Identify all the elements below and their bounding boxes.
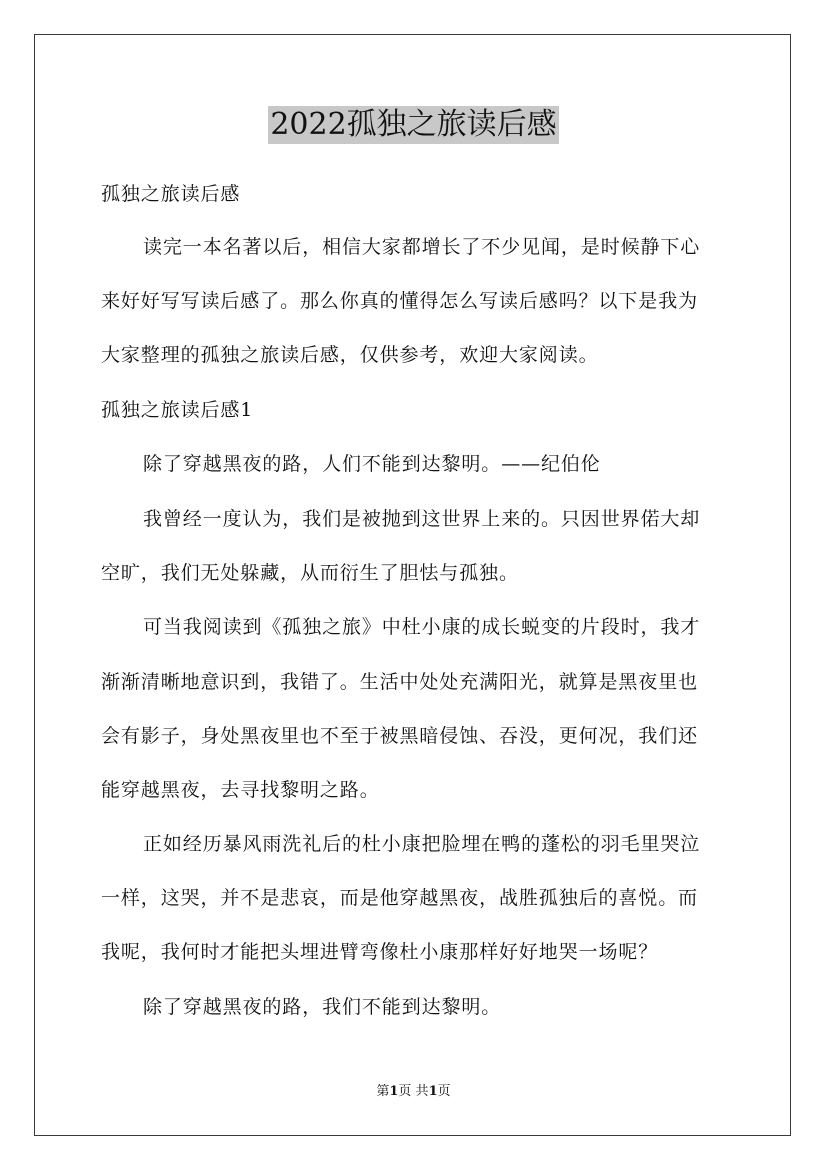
footer-page-prefix: 第 — [376, 1084, 390, 1099]
paragraph-line: 来好好写写读后感了。那么你真的懂得怎么写读后感吗？以下是我为 — [101, 290, 699, 312]
paragraph-line: 空旷，我们无处躲藏，从而衍生了胆怯与孤独。 — [101, 562, 519, 584]
footer-page-number: 1 — [389, 1084, 399, 1099]
paragraph-line: 能穿越黑夜，去寻找黎明之路。 — [101, 779, 380, 801]
paragraph-line: 大家整理的孤独之旅读后感，仅供参考，欢迎大家阅读。 — [101, 344, 599, 366]
paragraph-line: 可当我阅读到《孤独之旅》中杜小康的成长蜕变的片段时，我才 — [143, 616, 701, 638]
section-heading: 孤独之旅读后感1 — [101, 399, 254, 421]
paragraph-line: 一样，这哭，并不是悲哀，而是他穿越黑夜，战胜孤独后的喜悦。而 — [101, 887, 699, 909]
footer-page-suffix: 页 — [437, 1084, 451, 1099]
section-heading: 孤独之旅读后感 — [101, 183, 241, 205]
paragraph-line: 我呢，我何时才能把头埋进臂弯像杜小康那样好好地哭一场呢？ — [101, 941, 659, 963]
footer-page-total: 1 — [428, 1084, 438, 1099]
paragraph-line: 渐渐清晰地意识到，我错了。生活中处处充满阳光，就算是黑夜里也 — [101, 671, 699, 693]
paragraph-line: 会有影子，身处黑夜里也不至于被黑暗侵蚀、吞没，更何况，我们还 — [101, 725, 699, 747]
paragraph-line: 除了穿越黑夜的路，人们不能到达黎明。——纪伯伦 — [143, 453, 601, 475]
paragraph-line: 正如经历暴风雨洗礼后的杜小康把脸埋在鸭的蓬松的羽毛里哭泣 — [143, 833, 701, 855]
page-footer — [0, 1083, 827, 1101]
paragraph-line: 读完一本名著以后，相信大家都增长了不少见闻，是时候静下心 — [143, 236, 701, 258]
document-title-text: 2022孤独之旅读后感 — [270, 107, 557, 142]
document-title — [0, 104, 827, 144]
paragraph-line: 除了穿越黑夜的路，我们不能到达黎明。 — [143, 996, 502, 1018]
footer-page-mid: 页 共 — [398, 1084, 429, 1099]
paragraph-line: 我曾经一度认为，我们是被抛到这世界上来的。只因世界偌大却 — [143, 508, 701, 530]
